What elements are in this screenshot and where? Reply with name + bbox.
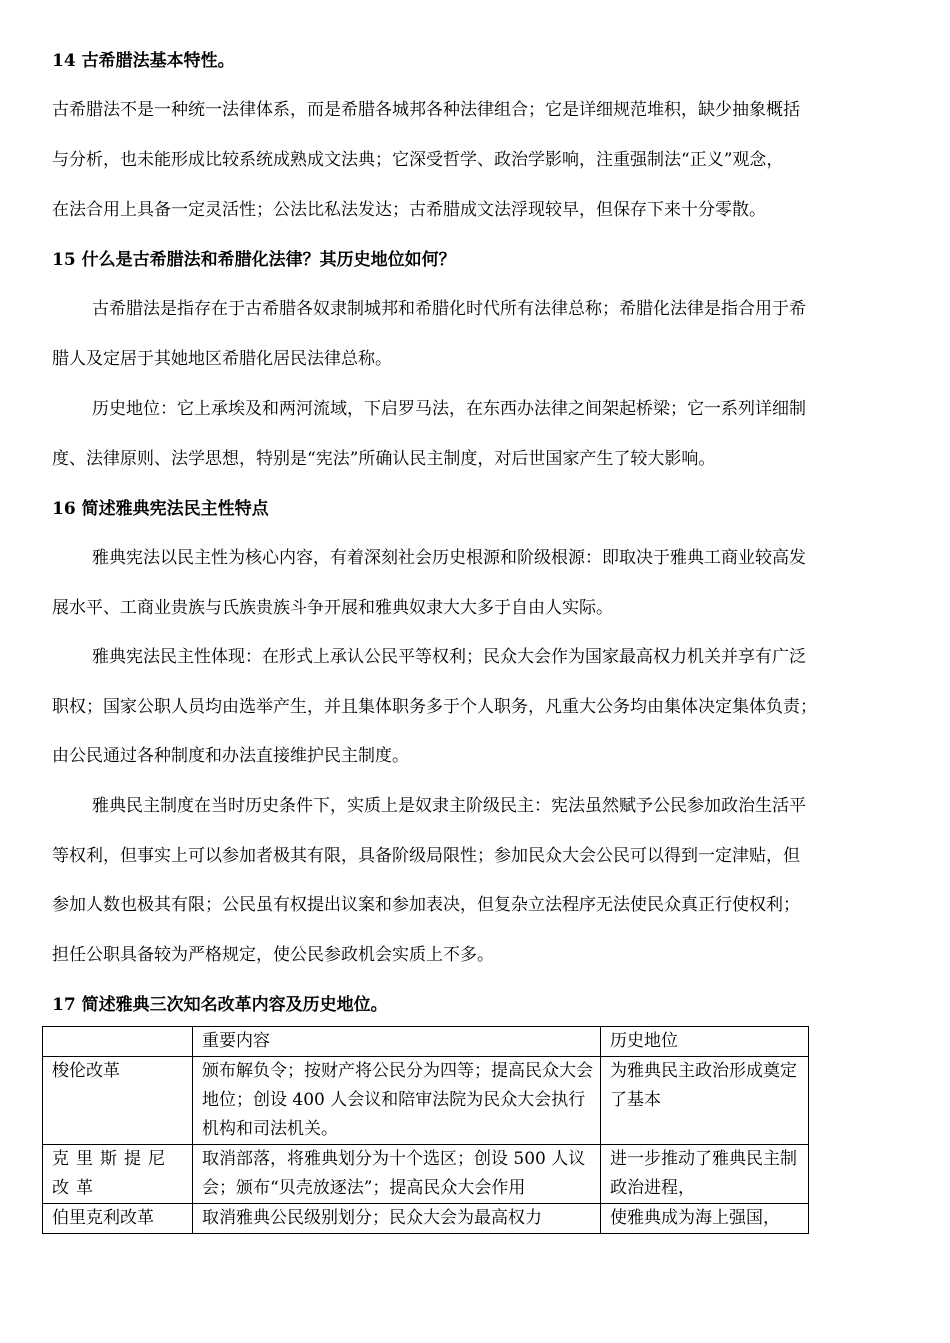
paragraph-line: 腊人及定居于其她地区希腊化居民法律总称。 [52, 349, 392, 369]
paragraph-line: 雅典宪法以民主性为核心内容，有着深刻社会历史根源和阶级根源：即取决于雅典工商业较高发 [92, 548, 806, 568]
table-header-cell: 重要内容 [193, 1027, 601, 1057]
paragraph-line: 由公民通过各种制度和办法直接维护民主制度。 [52, 746, 409, 766]
reform-content-cell: 取消部落，将雅典划分为十个选区；创设 500 人议会；颁布“贝壳放逐法”；提高民众大会作用 [193, 1145, 601, 1204]
paragraph-line: 雅典民主制度在当时历史条件下，实质上是奴隶主阶级民主：宪法虽然赋予公民参加政治生活平 [92, 796, 806, 816]
table-header-row [43, 1027, 809, 1057]
reform-name-cell: 梭伦改革 [43, 1057, 193, 1145]
paragraph-line: 与分析，也未能形成比较系统成熟成文法典；它深受哲学、政治学影响，注重强制法“正义”观念， [52, 150, 784, 170]
heading-16: 16 简述雅典宪法民主性特点 [52, 499, 269, 519]
reform-content-cell: 取消雅典公民级别划分；民众大会为最高权力 [193, 1204, 601, 1234]
heading-14: 14 古希腊法基本特性。 [52, 51, 235, 71]
paragraph-line: 古希腊法不是一种统一法律体系，而是希腊各城邦各种法律组合；它是详细规范堆积，缺少抽象概括 [52, 100, 800, 120]
table-row [43, 1057, 809, 1145]
paragraph-line: 雅典宪法民主性体现：在形式上承认公民平等权利；民众大会作为国家最高权力机关并享有广泛 [92, 647, 806, 667]
reform-name-cell: 克里斯提尼改革 [43, 1145, 193, 1204]
paragraph-line: 参加人数也极其有限；公民虽有权提出议案和参加表决，但复杂立法程序无法使民众真正行使权利； [52, 895, 800, 915]
paragraph-line: 度、法律原则、法学思想，特别是“宪法”所确认民主制度，对后世国家产生了较大影响。 [52, 449, 716, 469]
table-row [43, 1204, 809, 1234]
reform-status-cell: 为雅典民主政治形成奠定了基本 [601, 1057, 809, 1145]
paragraph-line: 展水平、工商业贵族与氏族贵族斗争开展和雅典奴隶大大多于自由人实际。 [52, 598, 613, 618]
reform-name-cell: 伯里克利改革 [43, 1204, 193, 1234]
reform-table [42, 1026, 809, 1234]
table-header-cell [43, 1027, 193, 1057]
heading-15: 15 什么是古希腊法和希腊化法律？其历史地位如何？ [52, 250, 456, 270]
reform-content-cell: 颁布解负令；按财产将公民分为四等；提高民众大会地位；创设 400 人会议和陪审法院为民众大会执行机构和司法机关。 [193, 1057, 601, 1145]
table-header-cell: 历史地位 [601, 1027, 809, 1057]
table-row [43, 1145, 809, 1204]
reform-status-cell: 进一步推动了雅典民主制政治进程， [601, 1145, 809, 1204]
paragraph-line: 历史地位：它上承埃及和两河流域，下启罗马法，在东西办法律之间架起桥梁；它一系列详细制 [92, 399, 806, 419]
reform-status-cell: 使雅典成为海上强国， [601, 1204, 809, 1234]
paragraph-line: 担任公职具备较为严格规定，使公民参政机会实质上不多。 [52, 945, 494, 965]
heading-17: 17 简述雅典三次知名改革内容及历史地位。 [52, 995, 388, 1015]
paragraph-line: 在法合用上具备一定灵活性；公法比私法发达；古希腊成文法浮现较早，但保存下来十分零散。 [52, 200, 766, 220]
paragraph-line: 职权；国家公职人员均由选举产生，并且集体职务多于个人职务，凡重大公务均由集体决定集体负责； [52, 697, 817, 717]
paragraph-line: 古希腊法是指存在于古希腊各奴隶制城邦和希腊化时代所有法律总称；希腊化法律是指合用于希 [92, 299, 806, 319]
paragraph-line: 等权利，但事实上可以参加者极其有限，具备阶级局限性；参加民众大会公民可以得到一定津贴，但 [52, 846, 800, 866]
